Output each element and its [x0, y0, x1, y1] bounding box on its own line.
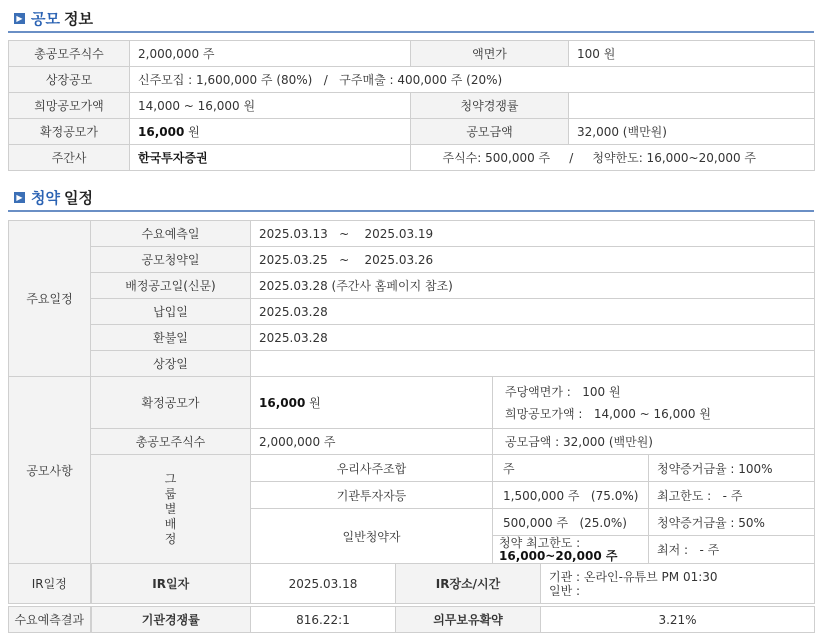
- schedule-label: 납입일: [91, 299, 251, 325]
- section-title-offering-info: [14, 8, 93, 28]
- underwriter-label: 주간사: [9, 145, 130, 171]
- ir-date-label: IR일자: [91, 564, 251, 604]
- total-shares-value: 2,000,000 주: [130, 41, 411, 67]
- section-title-highlight: 공모: [31, 9, 60, 28]
- table-row: [9, 93, 815, 119]
- underwriter-value: 한국투자증권: [130, 145, 411, 171]
- competition-label: 청약경쟁률: [411, 93, 569, 119]
- schedule-value: 2025.03.28: [251, 325, 815, 351]
- schedule-label: 공모청약일: [91, 247, 251, 273]
- schedule-value: 2025.03.13 ~ 2025.03.19: [251, 221, 815, 247]
- bullet-arrow-icon: ▶: [14, 13, 25, 24]
- schedule-table: [8, 220, 815, 564]
- institutional-limit: 최고한도 : - 주: [657, 488, 743, 503]
- schedule-label: 환불일: [91, 325, 251, 351]
- table-row: [9, 273, 815, 299]
- retail-max-label: 청약 최고한도 :: [499, 536, 581, 550]
- bullet-arrow-icon: ▶: [14, 192, 25, 203]
- offering-final-price-value: [251, 377, 493, 429]
- amount-value: 32,000 (백만원): [569, 119, 815, 145]
- desired-price-value: 14,000 ~ 16,000 원: [130, 93, 411, 119]
- group-allocation-vertical-text: 그룹별배정: [164, 471, 177, 546]
- table-row: [9, 455, 815, 482]
- offering-group-label: 공모사항: [9, 377, 91, 564]
- retail-max: [493, 536, 649, 563]
- main-schedule-group-label: 주요일정: [9, 221, 91, 377]
- desired-price-label: 희망공모가액: [9, 93, 130, 119]
- amount-label: 공모금액: [411, 119, 569, 145]
- offering-info-table: [8, 40, 815, 171]
- demand-group-label: 수요예측결과: [9, 607, 91, 633]
- schedule-value: 2025.03.25 ~ 2025.03.26: [251, 247, 815, 273]
- total-shares-label: 총공모주식수: [9, 41, 130, 67]
- schedule-label: 상장일: [91, 351, 251, 377]
- table-row: [9, 119, 815, 145]
- retail-label: 일반청약자: [251, 509, 493, 564]
- ir-place-institutional: 기관 : 온라인-유튜브 PM 01:30: [549, 569, 718, 584]
- group-allocation-label: [91, 455, 251, 564]
- esop-alloc: [493, 455, 815, 482]
- final-price-value: [130, 119, 411, 145]
- table-row: [9, 221, 815, 247]
- offering-final-price-number: 16,000: [259, 396, 306, 410]
- esop-value: 주: [493, 455, 649, 481]
- table-row: [9, 145, 815, 171]
- final-price-unit: 원: [184, 125, 200, 139]
- section-title-subscription-schedule: [14, 187, 93, 207]
- table-row: [9, 325, 815, 351]
- ir-table: [8, 563, 815, 604]
- retail-min: 최저 : - 주: [657, 543, 720, 557]
- schedule-label: 수요예측일: [91, 221, 251, 247]
- esop-label: 우리사주조합: [251, 455, 493, 482]
- table-row: [9, 41, 815, 67]
- ir-date-value: 2025.03.18: [251, 564, 396, 604]
- offering-amount-text: 공모금액 : 32,000 (백만원): [493, 429, 815, 455]
- table-row: [9, 429, 815, 455]
- table-row: [9, 377, 815, 429]
- lockup-commitment-value: 3.21%: [541, 607, 815, 633]
- face-value-label: 액면가: [411, 41, 569, 67]
- schedule-value: 2025.03.28: [251, 299, 815, 325]
- offering-par-and-desired: [493, 377, 815, 429]
- schedule-label: 배정공고일(신문): [91, 273, 251, 299]
- retail-rate: 청약증거금율 : 50%: [657, 515, 765, 530]
- section-divider: [8, 31, 814, 33]
- ir-group-label: IR일정: [9, 564, 91, 604]
- listing-value: 신주모집 : 1,600,000 주 (80%) / 구주매출 : 400,000 주 (20%): [130, 67, 815, 93]
- table-row: [9, 607, 815, 633]
- desired-price-text: 희망공모가액 : 14,000 ~ 16,000 원: [505, 406, 711, 421]
- retail-max-value: 16,000~20,000 주: [499, 549, 618, 563]
- par-value-text: 주당액면가 : 100 원: [505, 384, 621, 399]
- table-row: [9, 564, 815, 604]
- table-row: [9, 67, 815, 93]
- offering-final-price-label: 확정공모가: [91, 377, 251, 429]
- section-title-highlight: 청약: [31, 188, 60, 207]
- final-price-number: 16,000: [138, 125, 185, 139]
- section-divider: [8, 210, 814, 212]
- institutional-value: 1,500,000 주 (75.0%): [493, 482, 649, 508]
- schedule-value: [251, 351, 815, 377]
- final-price-label: 확정공모가: [9, 119, 130, 145]
- ir-place-value: [541, 564, 815, 604]
- schedule-value: 2025.03.28 (주간사 홈페이지 참조): [251, 273, 815, 299]
- table-row: [9, 351, 815, 377]
- table-row: [9, 299, 815, 325]
- listing-label: 상장공모: [9, 67, 130, 93]
- ir-place-label: IR장소/시간: [396, 564, 541, 604]
- esop-rate: 청약증거금율 : 100%: [657, 461, 773, 476]
- underwriter-detail: 주식수: 500,000 주 / 청약한도: 16,000~20,000 주: [411, 145, 815, 171]
- institutional-competition-value: 816.22:1: [251, 607, 396, 633]
- table-row: [9, 247, 815, 273]
- section-title-rest: 정보: [63, 9, 93, 28]
- demand-result-table: [8, 606, 815, 633]
- institutional-label: 기관투자자등: [251, 482, 493, 509]
- institutional-alloc: [493, 482, 815, 509]
- competition-value: [569, 93, 815, 119]
- face-value-value: 100 원: [569, 41, 815, 67]
- offering-total-shares-value: 2,000,000 주: [251, 429, 493, 455]
- retail-value: 500,000 주 (25.0%): [493, 509, 649, 535]
- ir-place-retail: 일반 :: [549, 583, 581, 598]
- retail-alloc: [493, 509, 815, 564]
- section-title-rest: 일정: [63, 188, 93, 207]
- lockup-commitment-label: 의무보유확약: [396, 607, 541, 633]
- offering-final-price-unit: 원: [305, 396, 321, 410]
- institutional-competition-label: 기관경쟁률: [91, 607, 251, 633]
- offering-total-shares-label: 총공모주식수: [91, 429, 251, 455]
